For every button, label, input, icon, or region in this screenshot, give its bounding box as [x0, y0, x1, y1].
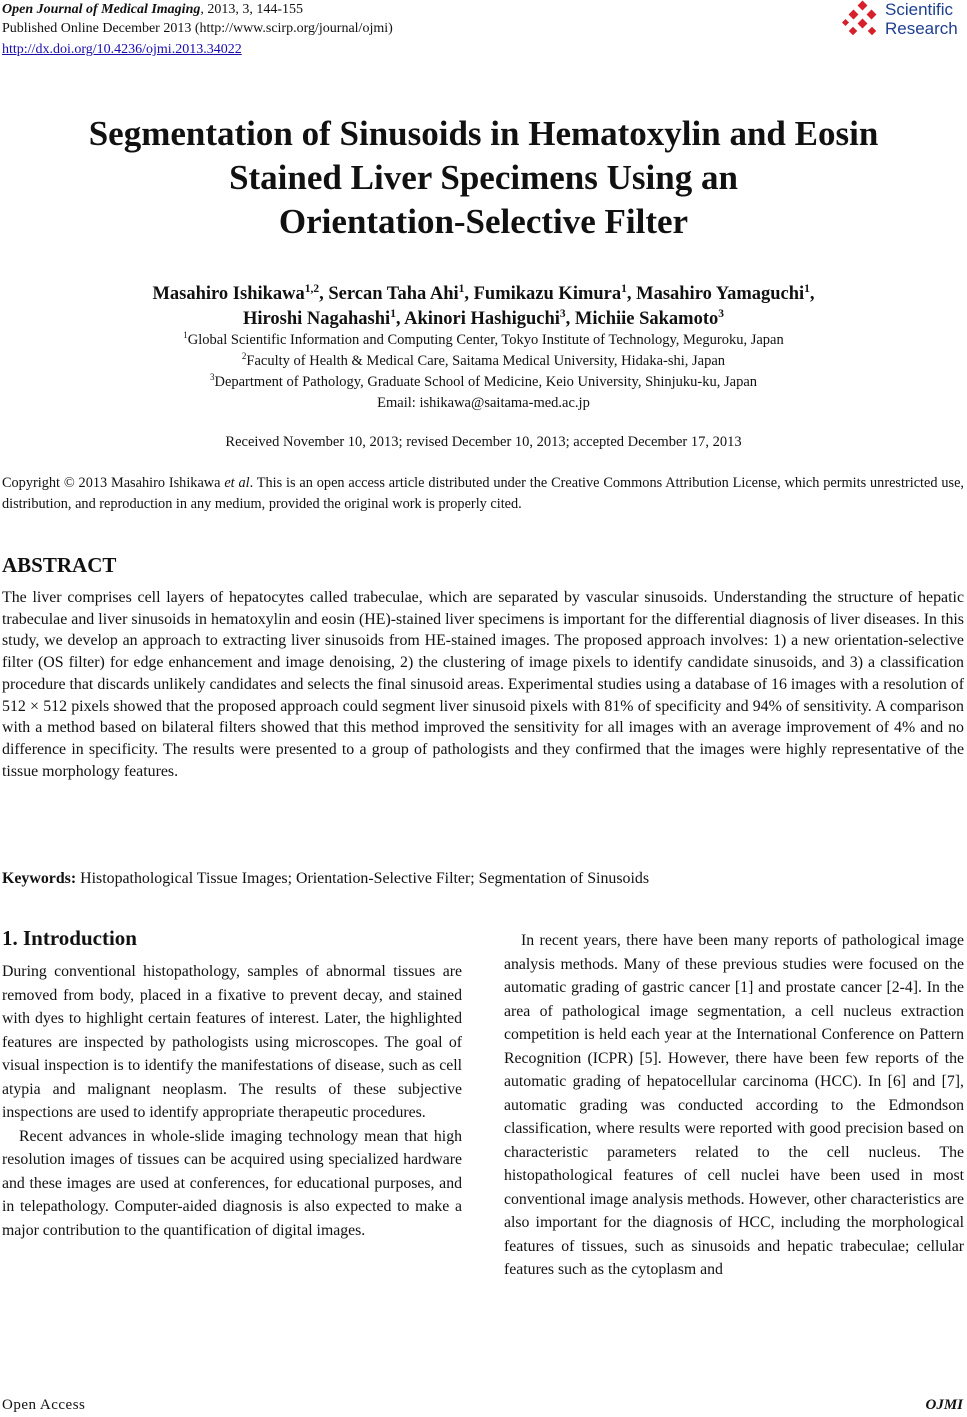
- publisher-logo: [841, 0, 963, 42]
- affiliations: [0, 330, 967, 414]
- keywords-label: Keywords:: [2, 870, 77, 887]
- title-line-3: Orientation-Selective Filter: [278, 202, 689, 241]
- keywords: [2, 869, 964, 889]
- title-line-1: Segmentation of Sinusoids in Hematoxylin and Eosin: [88, 114, 879, 153]
- author-line-1: Masahiro Ishikawa$^{1,2}$, Sercan Taha Ahi$^1$, Fumikazu Kimura$^1$, Masahiro Yamaguchi$^1$,: [152, 282, 815, 304]
- footer-journal-abbrev: OJMI: [925, 1397, 963, 1413]
- intro-paragraph-1: During conventional histopathology, samples of abnormal tissues are removed from body, placed in a fixative to prevent decay, and stained with dyes to highlight certain features of interest. Later, the highlighted features are inspected by pathologists using microscopes. The goal of visual inspection is to identify the manifestations of disease, such as cell atypia and malignant neoplasm. The results of these subjective inspections are used to identify appropriate therapeutic procedures.: [2, 963, 462, 1121]
- keywords-list: Histopathological Tissue Images; Orientation-Selective Filter; Segmentation of Sinusoids: [76, 870, 650, 887]
- author-list: [0, 282, 967, 332]
- footer-open-access: Open Access: [2, 1397, 86, 1413]
- received-dates: Received November 10, 2013; revised December 10, 2013; accepted December 17, 2013: [225, 434, 742, 450]
- left-column: [2, 925, 462, 1242]
- section-heading-introduction: 1. Introduction: [2, 926, 137, 950]
- publisher-logo-icon: [841, 0, 885, 42]
- publisher-wordmark: Scientific Research: [885, 0, 958, 38]
- author-line-2: Hiroshi Nagahashi$^1$, Akinori Hashiguchi$^3$, Michiie Sakamoto$^3$: [243, 307, 724, 329]
- author-email: Email: ishikawa@saitama-med.ac.jp: [377, 395, 590, 411]
- paper-title: [0, 112, 967, 244]
- abstract-text: The liver comprises cell layers of hepatocytes called trabeculae, which are separated by vascular sinusoids. Understanding the structure of hepatic trabeculae and liver sinusoids in hematoxylin and eosin (HE)-stained liver specimens is important for the differential diagnosis of liver diseases. In this study, we develop an approach to extracting liver sinusoids from HE-stained images. The proposed approach involves: 1) a new orientation-selective filter (OS filter) for edge enhancement and image denoising, 2) the clustering of image pixels to identify candidate sinusoids, and 3) a classification procedure that discards unlikely candidates and selects the final sinusoid areas. Experimental studies using a database of 16 images with a resolution of 512 × 512 pixels showed that the proposed approach could segment liver sinusoid pixels with 81% of specificity and 94% of sensitivity. A comparison with a method based on bilateral filters showed that this method improved the sensitivity for all images with an average improvement of 4% and no difference in specificity. The results were presented to a group of pathologists and they confirmed that the images were highly representative of the tissue morphology features.: [2, 589, 964, 780]
- affiliation-2: $^2$Faculty of Health & Medical Care, Saitama Medical University, Hidaka-shi, Japan: [241, 351, 726, 369]
- right-column: [504, 929, 964, 1282]
- copyright-notice: Copyright © 2013 Masahiro Ishikawa et al. This is an open access article distributed under the Creative Commons Attribution License, which permits unrestricted use, distribution, and reproduction in any medium, provided the original work is properly cited.: [2, 475, 964, 512]
- title-line-2: Stained Liver Specimens Using an: [229, 158, 738, 197]
- intro-paragraph-3: In recent years, there have been many reports of pathological image analysis methods. Many of these previous studies were focused on the automatic grading of gastric cancer [1] and prostate cancer [2-4]. In the area of pathological image segmentation, a cell nucleus extraction competition is held each year at the International Conference on Pattern Recognition (ICPR) [5]. However, there have been few reports of the automatic grading of hepatocellular carcinoma (HCC). In [6] and [7], automatic grading was conducted according to the Edmondson classification, where results were reported with good precision based on characteristic parameters related to the cell nucleus. The histopathological features of cell nuclei have been used in most conventional image analysis methods. However, other characteristics are also important for the diagnosis of HCC, including the morphological features of tissues, such as sinusoids and hepatic trabeculae; cellular features such as the cytoplasm and: [504, 932, 964, 1278]
- intro-paragraph-2: Recent advances in whole-slide imaging technology mean that high resolution images of tissues can be acquired using specialized hardware and these images are used at conferences, for educational purposes, and in telepathology. Computer-aided diagnosis is also expected to make a major contribution to the quantification of digital images.: [2, 1127, 462, 1239]
- doi-link[interactable]: http://dx.doi.org/10.4236/ojmi.2013.34022: [2, 42, 242, 57]
- journal-name: Open Journal of Medical Imaging: [2, 2, 201, 17]
- affiliation-3: $^3$Department of Pathology, Graduate School of Medicine, Keio University, Shinjuku-ku, Japan: [209, 372, 758, 390]
- journal-citation: [2, 0, 303, 19]
- abstract-heading: ABSTRACT: [2, 553, 117, 577]
- affiliation-1: $^1$Global Scientific Information and Computing Center, Tokyo Institute of Technology, Meguroku, Japan: [183, 330, 784, 348]
- journal-volume: , 2013, 3, 144-155: [200, 2, 304, 17]
- published-online: Published Online December 2013 (http://www.scirp.org/journal/ojmi): [2, 21, 393, 36]
